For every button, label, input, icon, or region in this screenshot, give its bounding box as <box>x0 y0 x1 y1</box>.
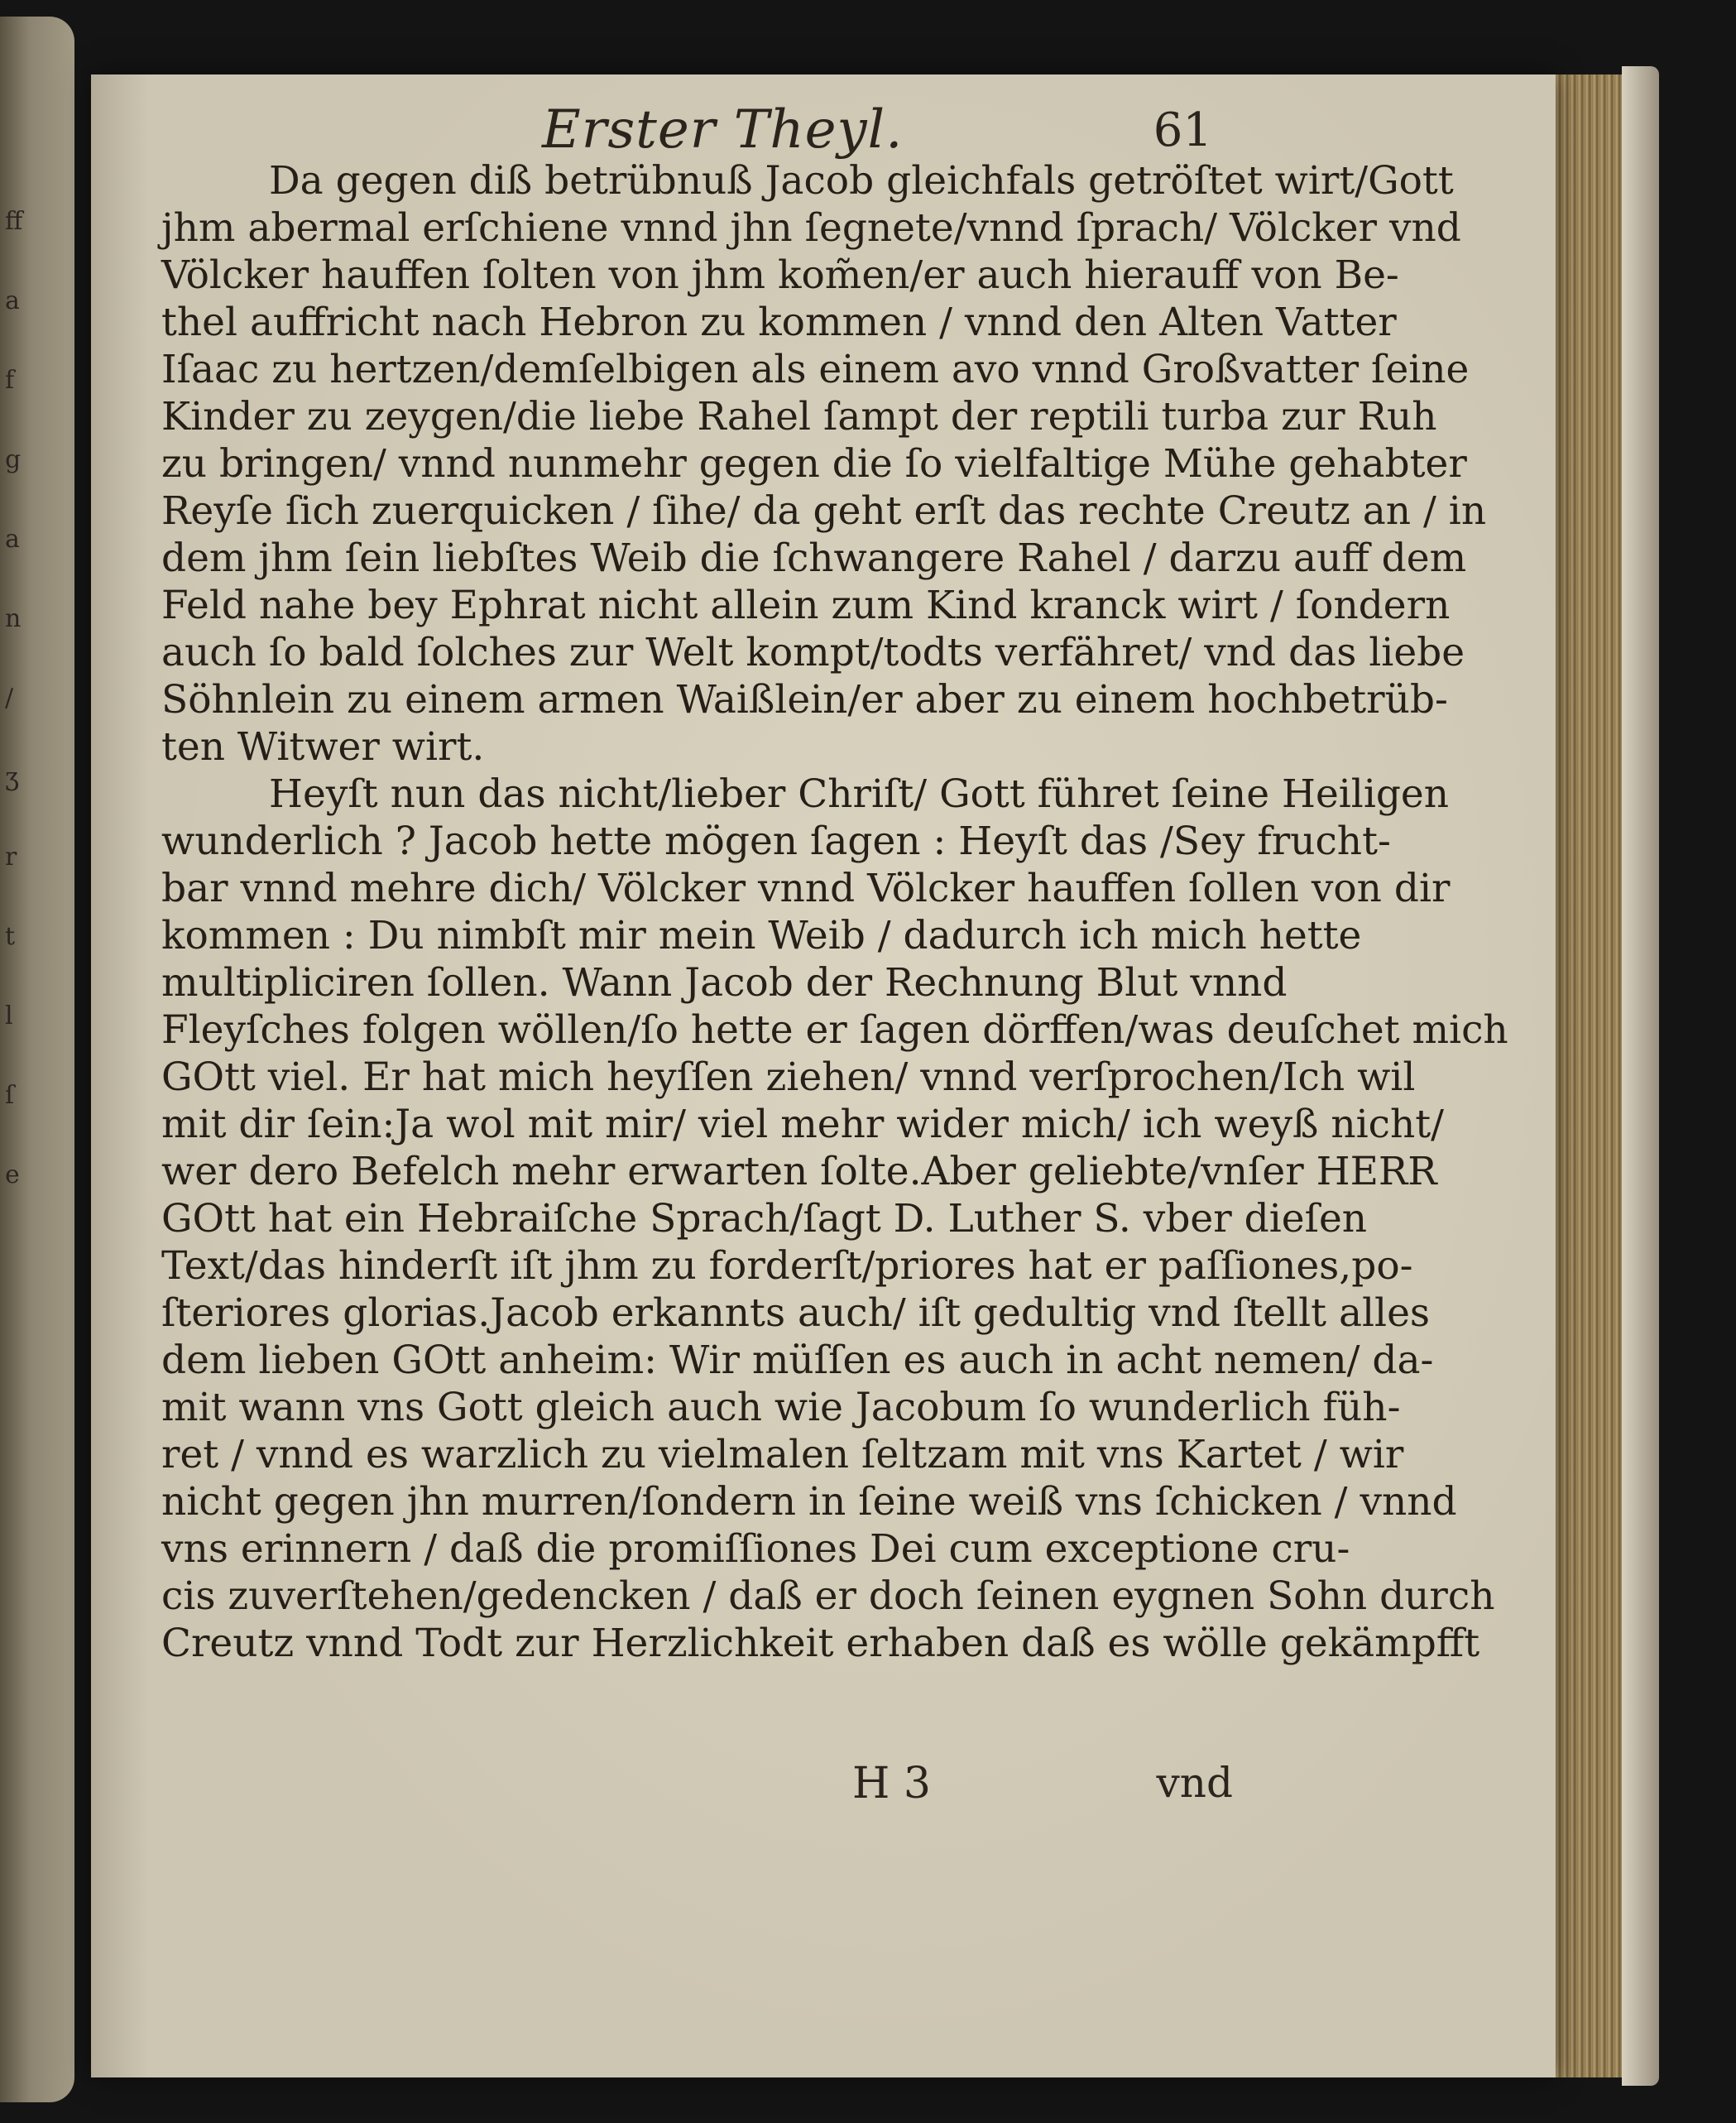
left-page-edge <box>0 17 74 2102</box>
fragment: a <box>5 525 20 554</box>
text-line: auch ſo bald ſolches zur Welt kompt/todts verfähret/ vnd das liebe <box>161 630 1465 675</box>
text-line: bar vnnd mehre dich/ Völcker vnnd Völcker hauffen ſollen von dir <box>161 866 1451 911</box>
text-line: dem lieben GOtt anheim: Wir müſſen es auch in acht nemen/ da- <box>161 1338 1434 1383</box>
fragment: n <box>5 604 22 633</box>
text-line: GOtt hat ein Hebraiſche Sprach/ſagt D. Luther S. vber dieſen <box>161 1196 1368 1242</box>
text-line: ret / vnnd es warzlich zu vielmalen ſeltzam mit vns Kartet / wir <box>161 1432 1404 1477</box>
text-line: thel auffricht nach Hebron zu kommen / vnnd den Alten Vatter <box>161 300 1397 345</box>
fragment: l <box>5 1001 13 1030</box>
text-line: Söhnlein zu einem armen Waißlein/er aber zu einem hochbetrüb- <box>161 677 1448 723</box>
text-line: mit wann vns Gott gleich auch wie Jacobum ſo wunderlich füh- <box>161 1385 1401 1430</box>
text-line: ſteriores glorias.Jacob erkannts auch/ iſt gedultig vnd ſtellt alles <box>161 1290 1431 1336</box>
fragment: / <box>5 684 14 713</box>
text-line: dem jhm ſein liebſtes Weib die ſchwangere Rahel / darzu auff dem <box>161 536 1467 581</box>
text-line: cis zuverſtehen/gedencken / daß er doch ſeinen eygnen Sohn durch <box>161 1573 1495 1619</box>
text-line: Creutz vnnd Todt zur Herzlichkeit erhaben daß es wölle gekämpfft <box>161 1621 1480 1666</box>
text-line: ten Witwer wirt. <box>161 724 485 770</box>
fragment: ff <box>5 207 23 236</box>
text-line: Reyſe ſich zuerquicken / ſihe/ da geht erſt das rechte Creutz an / in <box>161 488 1487 534</box>
text-line: nicht gegen jhn murren/ſondern in ſeine weiß vns ſchicken / vnnd <box>161 1479 1457 1525</box>
text-line: wunderlich ? Jacob hette mögen ſagen : Heyſt das /Sey frucht- <box>161 819 1391 864</box>
text-line: Text/das hinderſt iſt jhm zu forderſt/priores hat er paſſiones,po- <box>161 1243 1413 1289</box>
text-line: multipliciren ſollen. Wann Jacob der Rechnung Blut vnnd <box>161 960 1288 1006</box>
text-line: Feld nahe bey Ephrat nicht allein zum Kind kranck wirt / ſondern <box>161 583 1451 628</box>
text-line: kommen : Du nimbſt mir mein Weib / dadurch ich mich hette <box>161 913 1362 958</box>
text-line: Kinder zu zeygen/die liebe Rahel ſampt der reptili turba zur Ruh <box>161 394 1437 439</box>
text-line: Iſaac zu hertzen/demſelbigen als einem avo vnnd Großvatter ſeine <box>161 347 1470 392</box>
left-page-fragments <box>5 207 23 1240</box>
text-line: mit dir ſein:Ja wol mit mir/ viel mehr wider mich/ ich weyß nicht/ <box>161 1102 1444 1147</box>
text-line: Fleyſches folgen wöllen/ſo hette er ſagen dörffen/was deuſchet mich <box>161 1007 1508 1053</box>
fragment: e <box>5 1160 20 1189</box>
text-line: Heyſt nun das nicht/lieber Chriſt/ Gott führet ſeine Heiligen <box>269 771 1450 817</box>
book-cover-edge <box>1622 66 1659 2086</box>
fragment: ſ <box>5 1081 15 1110</box>
catchword: vnd <box>1156 1759 1233 1807</box>
text-line: zu bringen/ vnnd nunmehr gegen die ſo vielfaltige Mühe gehabter <box>161 441 1467 487</box>
text-line: vns erinnern / daß die promiſſiones Dei cum exceptione cru- <box>161 1526 1350 1572</box>
fragment: r <box>5 843 17 872</box>
page-number: 61 <box>1153 103 1212 157</box>
text-line: Völcker hauffen ſolten von jhm kom̃en/er auch hierauff von Be- <box>161 252 1399 298</box>
fragment: g <box>5 445 22 474</box>
fragment: t <box>5 922 16 951</box>
text-line: GOtt viel. Er hat mich heyſſen ziehen/ vnnd verſprochen/Ich wil <box>161 1054 1416 1100</box>
signature-mark: H 3 <box>852 1759 931 1808</box>
running-head: Erster Theyl. <box>542 99 904 161</box>
page-footer <box>852 1759 1233 1825</box>
text-line: Da gegen diß betrübnuß Jacob gleichfals getröſtet wirt/Gott <box>269 158 1454 204</box>
text-line: wer dero Befelch mehr erwarten ſolte.Aber geliebte/vnſer HERR <box>161 1149 1437 1194</box>
fragment: ʒ <box>5 763 19 792</box>
body-text <box>161 157 1508 1667</box>
fragment: f <box>5 366 15 395</box>
fragment: a <box>5 286 20 315</box>
text-line: jhm abermal erſchiene vnnd jhn ſegnete/vnnd ſprach/ Völcker vnd <box>161 205 1461 251</box>
